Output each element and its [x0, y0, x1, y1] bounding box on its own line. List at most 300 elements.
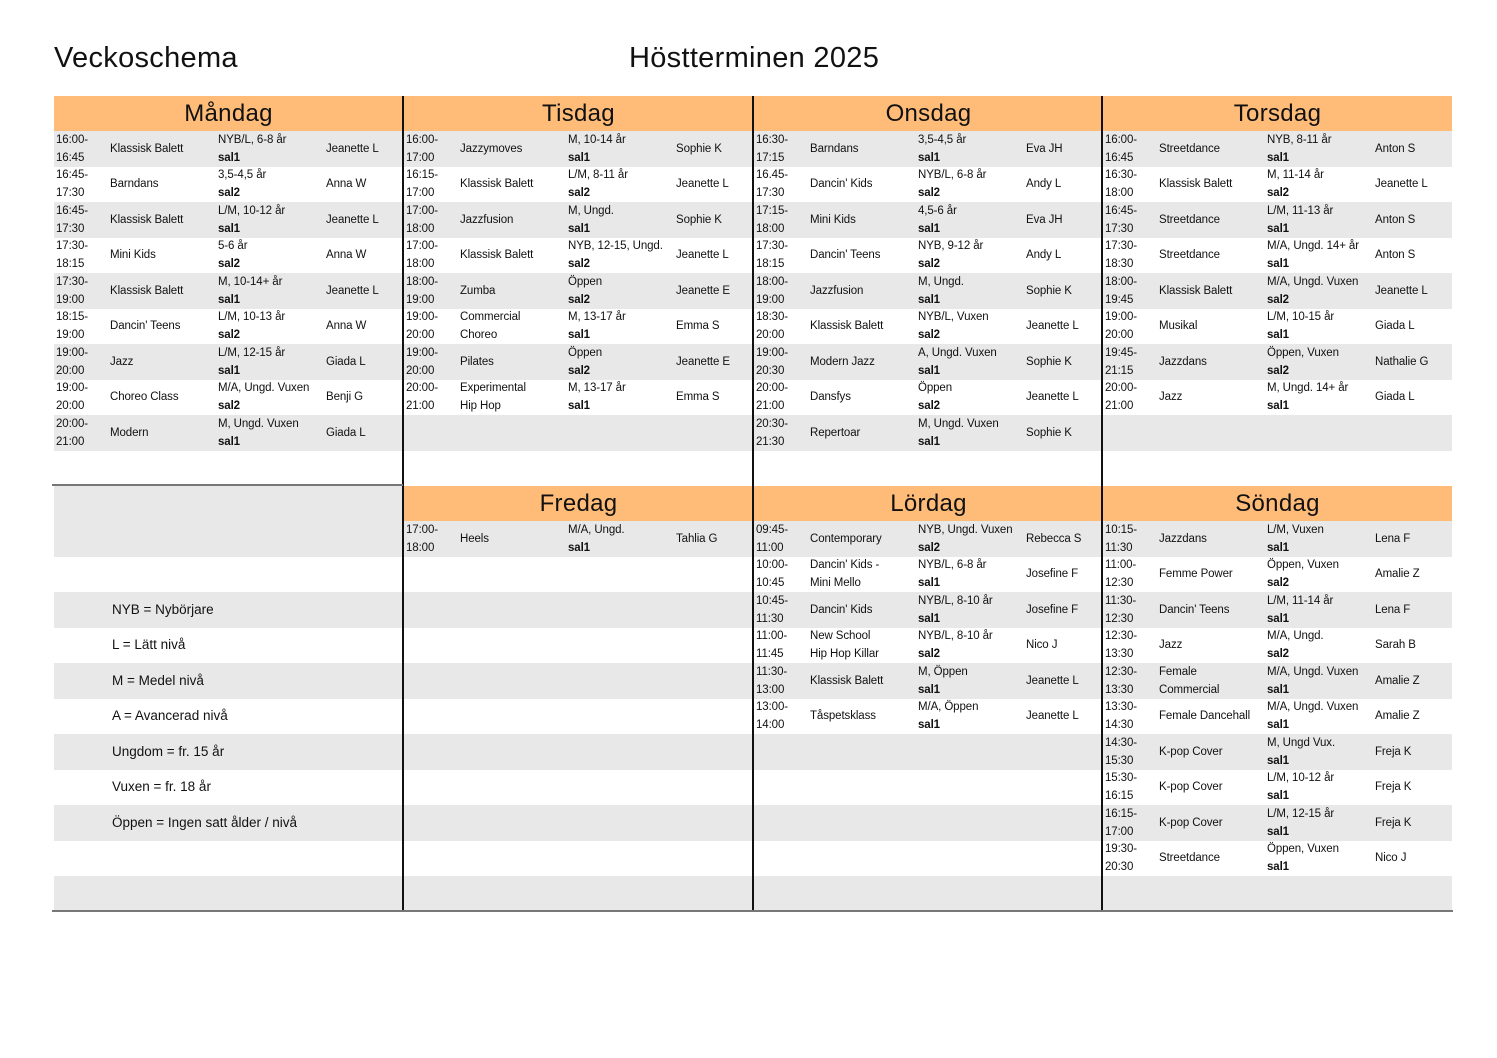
class-level-room — [1267, 805, 1375, 841]
class-room: sal1 — [918, 577, 940, 590]
class-level: Öppen, Vuxen — [1267, 843, 1339, 856]
class-teacher: Andy L — [1026, 249, 1062, 262]
day-rows-tisdag — [404, 131, 753, 486]
class-name: Pilates — [460, 355, 494, 368]
schedule-row — [54, 309, 403, 345]
class-name: Dancin' Teens — [810, 249, 881, 262]
class-time: 10:00- 10:45 — [756, 559, 789, 590]
class-level-room — [918, 379, 1026, 415]
class-level-room — [218, 308, 326, 344]
schedule-row — [404, 202, 753, 238]
class-name: Female Dancehall — [1159, 710, 1251, 723]
class-name: Dancin' Teens — [1159, 603, 1230, 616]
class-level: NYB, 12-15, Ungd. — [568, 240, 663, 253]
class-name: Heels — [460, 532, 489, 545]
class-teacher: Eva JH — [1026, 213, 1063, 226]
legend-row — [54, 557, 403, 593]
class-teacher: Giada L — [326, 426, 366, 439]
class-name: Femme Power — [1159, 568, 1233, 581]
legend-row — [54, 876, 403, 912]
class-teacher: Sophie K — [1026, 355, 1072, 368]
class-name: Dancin' Kids — [810, 603, 873, 616]
column-divider — [1101, 96, 1103, 912]
class-name: K-pop Cover — [1159, 745, 1223, 758]
class-level-room — [218, 237, 326, 273]
class-level: M, Ungd. Vuxen — [918, 417, 999, 430]
class-name: Dansfys — [810, 391, 851, 404]
schedule-row — [54, 380, 403, 416]
class-level: 3,5-4,5 år — [918, 133, 967, 146]
class-level-room — [1267, 734, 1375, 770]
class-level-room — [918, 131, 1026, 167]
class-room: sal2 — [1267, 364, 1289, 377]
class-level-room — [1267, 627, 1375, 663]
class-time: 11:30- 13:00 — [756, 665, 788, 696]
schedule-row — [404, 344, 753, 380]
legend-header-spacer — [54, 486, 403, 521]
class-room: sal1 — [218, 293, 240, 306]
class-room: sal2 — [568, 187, 590, 200]
class-level-room — [1267, 698, 1375, 734]
schedule-row — [754, 663, 1103, 699]
class-name: Jazz — [1159, 391, 1183, 404]
class-time: 20:00- 21:00 — [56, 417, 89, 448]
schedule-row — [754, 309, 1103, 345]
class-teacher: Jeanette L — [1026, 710, 1079, 723]
class-level: M/A, Ungd. Vuxen — [1267, 665, 1359, 678]
legend-item: NYB = Nybörjare — [112, 601, 214, 617]
schedule-row — [1103, 592, 1452, 628]
schedule-row — [754, 592, 1103, 628]
class-teacher: Jeanette L — [326, 213, 379, 226]
class-time: 17:00- 18:00 — [406, 240, 439, 271]
class-room: sal2 — [918, 400, 940, 413]
class-room: sal1 — [918, 683, 940, 696]
class-level-room — [1267, 769, 1375, 805]
legend-row — [54, 770, 403, 806]
class-level-room — [568, 344, 676, 380]
class-level: M, 13-17 år — [568, 311, 626, 324]
class-level-room — [218, 344, 326, 380]
class-teacher: Giada L — [1375, 320, 1415, 333]
class-level: M/A, Ungd. Vuxen — [218, 382, 310, 395]
class-level-room — [568, 521, 676, 557]
schedule-row — [404, 238, 753, 274]
class-room: sal1 — [1267, 541, 1289, 554]
class-name: K-pop Cover — [1159, 816, 1223, 829]
schedule-row — [404, 805, 753, 841]
schedule-row — [754, 238, 1103, 274]
schedule-row — [754, 557, 1103, 593]
class-level-room — [918, 202, 1026, 238]
class-level-room — [1267, 202, 1375, 238]
class-teacher: Freja K — [1375, 781, 1412, 794]
schedule-row — [404, 663, 753, 699]
class-name: Klassisk Balett — [1159, 178, 1233, 191]
schedule-row — [404, 380, 753, 416]
class-level-room — [1267, 237, 1375, 273]
class-time: 17:30- 18:15 — [756, 240, 789, 271]
class-teacher: Sarah B — [1375, 639, 1416, 652]
class-room: sal1 — [218, 364, 240, 377]
class-level: NYB/L, 8-10 år — [918, 630, 993, 643]
class-room: sal1 — [568, 329, 590, 342]
class-teacher: Anton S — [1375, 249, 1416, 262]
class-teacher: Jeanette E — [676, 355, 730, 368]
class-name: Barndans — [810, 142, 859, 155]
class-level: L/M, 11-14 år — [1267, 594, 1334, 607]
class-level: NYB, 8-11 år — [1267, 133, 1332, 146]
class-level: Öppen — [918, 382, 953, 395]
class-level-room — [1267, 166, 1375, 202]
class-level-room — [1267, 379, 1375, 415]
class-teacher: Nico J — [1026, 639, 1058, 652]
class-time: 16:45- 17:30 — [56, 204, 89, 235]
class-teacher: Jeanette L — [1375, 284, 1428, 297]
class-teacher: Jeanette L — [326, 142, 379, 155]
class-name: Klassisk Balett — [110, 213, 184, 226]
page-title: Veckoschema — [54, 42, 238, 74]
class-time: 18:00- 19:00 — [756, 275, 789, 306]
term-title: Höstterminen 2025 — [629, 42, 880, 74]
class-level: 3,5-4,5 år — [218, 169, 267, 182]
class-teacher: Nathalie G — [1375, 355, 1429, 368]
schedule-row — [54, 451, 403, 487]
class-level-room — [1267, 840, 1375, 876]
class-time: 16:00- 16:45 — [1105, 133, 1138, 164]
schedule-row — [1103, 699, 1452, 735]
schedule-row — [1103, 663, 1452, 699]
class-teacher: Jeanette L — [1026, 674, 1079, 687]
class-room: sal2 — [1267, 293, 1289, 306]
schedule-row — [754, 202, 1103, 238]
legend-row — [54, 663, 403, 699]
class-level: M, 10-14+ år — [218, 275, 283, 288]
schedule-row — [1103, 770, 1452, 806]
class-level-room — [568, 237, 676, 273]
schedule-row — [754, 273, 1103, 309]
schedule-row — [1103, 841, 1452, 877]
class-time: 17:30- 19:00 — [56, 275, 89, 306]
class-level-room — [918, 166, 1026, 202]
class-time: 16:00- 17:00 — [406, 133, 439, 164]
legend-row — [54, 805, 403, 841]
class-time: 16:15- 17:00 — [406, 169, 439, 200]
legend-item: Öppen = Ingen satt ålder / nivå — [112, 814, 297, 830]
class-level-room — [568, 166, 676, 202]
class-teacher: Giada L — [1375, 391, 1415, 404]
class-level-room — [1267, 308, 1375, 344]
schedule-row — [404, 628, 753, 664]
class-teacher: Jeanette L — [676, 178, 729, 191]
class-level-room — [1267, 131, 1375, 167]
schedule-row — [404, 415, 753, 451]
day-header-tisdag: Tisdag — [404, 96, 753, 131]
class-room: sal1 — [1267, 825, 1289, 838]
class-level-room — [918, 556, 1026, 592]
class-level: NYB, 9-12 år — [918, 240, 984, 253]
class-name: Klassisk Balett — [1159, 284, 1233, 297]
class-name: Zumba — [460, 284, 496, 297]
class-name: Commercial Choreo — [460, 311, 521, 342]
class-time: 17:30- 18:30 — [1105, 240, 1138, 271]
class-room: sal2 — [568, 293, 590, 306]
class-level: L/M, 10-13 år — [218, 311, 286, 324]
class-teacher: Jeanette L — [326, 284, 379, 297]
class-time: 16:15- 17:00 — [1105, 807, 1138, 838]
class-name: Streetdance — [1159, 249, 1220, 262]
class-level-room — [918, 237, 1026, 273]
class-level-room — [218, 415, 326, 451]
class-level: NYB/L, 6-8 år — [918, 169, 987, 182]
class-level: Öppen — [568, 275, 603, 288]
bottom-border — [52, 910, 1453, 912]
schedule-row — [54, 167, 403, 203]
schedule-row — [1103, 557, 1452, 593]
class-teacher: Emma S — [676, 391, 720, 404]
class-time: 10:45- 11:30 — [756, 594, 789, 625]
day-rows-sondag — [1103, 521, 1452, 912]
class-time: 17:00- 18:00 — [406, 523, 439, 554]
class-room: sal1 — [568, 541, 590, 554]
schedule-row — [1103, 734, 1452, 770]
class-teacher: Josefine F — [1026, 568, 1079, 581]
schedule-row — [754, 380, 1103, 416]
class-room: sal2 — [918, 329, 940, 342]
schedule-row — [754, 131, 1103, 167]
class-room: sal2 — [218, 329, 240, 342]
class-time: 20:00- 21:00 — [406, 382, 439, 413]
class-level-room — [218, 131, 326, 167]
class-time: 18:30- 20:00 — [756, 311, 789, 342]
class-teacher: Anna W — [326, 320, 367, 333]
class-room: sal1 — [1267, 222, 1289, 235]
class-name: Klassisk Balett — [810, 674, 884, 687]
class-level: 4,5-6 år — [918, 204, 957, 217]
schedule-row — [1103, 628, 1452, 664]
class-teacher: Amalie Z — [1375, 710, 1420, 723]
class-name: Mini Kids — [110, 249, 156, 262]
class-level-room — [568, 273, 676, 309]
class-teacher: Jeanette E — [676, 284, 730, 297]
class-teacher: Lena F — [1375, 532, 1411, 545]
class-time: 17:15- 18:00 — [756, 204, 789, 235]
legend-item: L = Lätt nivå — [112, 637, 186, 653]
schedule-row — [404, 841, 753, 877]
schedule-row — [1103, 380, 1452, 416]
class-time: 19:30- 20:30 — [1105, 843, 1138, 874]
class-level: NYB/L, 6-8 år — [218, 133, 287, 146]
schedule-row — [1103, 167, 1452, 203]
class-name: Barndans — [110, 178, 159, 191]
class-level: Öppen — [568, 346, 603, 359]
day-column-fredag — [404, 486, 753, 912]
column-divider — [402, 96, 404, 912]
day-column-lordag — [754, 486, 1103, 912]
class-level: NYB/L, 8-10 år — [918, 594, 993, 607]
day-header-torsdag: Torsdag — [1103, 96, 1452, 131]
class-room: sal1 — [218, 222, 240, 235]
class-room: sal1 — [918, 435, 940, 448]
class-name: Streetdance — [1159, 852, 1220, 865]
class-name: Choreo Class — [110, 391, 179, 404]
class-time: 19:00- 20:30 — [756, 346, 789, 377]
class-level-room — [1267, 344, 1375, 380]
class-teacher: Giada L — [326, 355, 366, 368]
day-header-fredag: Fredag — [404, 486, 753, 521]
legend-row — [54, 521, 403, 557]
class-room: sal1 — [1267, 754, 1289, 767]
class-room: sal2 — [918, 541, 940, 554]
class-name: K-pop Cover — [1159, 781, 1223, 794]
class-level: 5-6 år — [218, 240, 248, 253]
class-name: New School Hip Hop Killar — [810, 630, 879, 661]
class-level: L/M, 10-12 år — [1267, 772, 1335, 785]
schedule-row — [1103, 876, 1452, 912]
class-time: 18:15- 19:00 — [56, 311, 89, 342]
class-level: M/A, Ungd. — [1267, 630, 1324, 643]
class-name: Klassisk Balett — [460, 178, 534, 191]
schedule-row — [54, 202, 403, 238]
legend-row — [54, 592, 403, 628]
class-time: 17:00- 18:00 — [406, 204, 439, 235]
class-time: 20:30- 21:30 — [756, 417, 789, 448]
schedule-row — [1103, 415, 1452, 451]
class-level-room — [218, 202, 326, 238]
schedule-row — [404, 557, 753, 593]
schedule-row — [1103, 309, 1452, 345]
class-level: M, 10-14 år — [568, 133, 626, 146]
class-teacher: Eva JH — [1026, 142, 1063, 155]
class-teacher: Sophie K — [676, 142, 722, 155]
class-teacher: Andy L — [1026, 178, 1062, 191]
class-level: Öppen, Vuxen — [1267, 559, 1339, 572]
class-time: 14:30- 15:30 — [1105, 736, 1138, 767]
class-level-room — [918, 308, 1026, 344]
schedule-row — [404, 592, 753, 628]
class-time: 19:00- 20:00 — [56, 346, 89, 377]
class-level: NYB/L, Vuxen — [918, 311, 989, 324]
class-level-room — [568, 379, 676, 415]
class-room: sal1 — [918, 222, 940, 235]
class-time: 19:45- 21:15 — [1105, 346, 1138, 377]
class-teacher: Anna W — [326, 178, 367, 191]
class-level: M, Öppen — [918, 665, 968, 678]
class-room: sal1 — [1267, 329, 1289, 342]
class-room: sal1 — [918, 293, 940, 306]
class-name: Jazzfusion — [810, 284, 864, 297]
class-time: 19:00- 20:00 — [406, 311, 439, 342]
class-room: sal2 — [918, 187, 940, 200]
class-level: M, Ungd. — [568, 204, 614, 217]
class-room: sal1 — [1267, 612, 1289, 625]
day-rows-fredag — [404, 521, 753, 912]
day-header-lordag: Lördag — [754, 486, 1103, 521]
legend-item: M = Medel nivå — [112, 672, 204, 688]
class-name: Klassisk Balett — [110, 142, 184, 155]
schedule-row — [404, 876, 753, 912]
day-header-mandag: Måndag — [54, 96, 403, 131]
class-name: Repertoar — [810, 426, 861, 439]
class-room: sal2 — [918, 648, 940, 661]
class-room: sal1 — [1267, 258, 1289, 271]
legend-row — [54, 699, 403, 735]
class-teacher: Sophie K — [1026, 426, 1072, 439]
legend-row — [54, 841, 403, 877]
class-teacher: Lena F — [1375, 603, 1411, 616]
class-time: 18:00- 19:45 — [1105, 275, 1138, 306]
class-time: 09:45- 11:00 — [756, 523, 789, 554]
class-level: M/A, Ungd. Vuxen — [1267, 275, 1359, 288]
legend-item: Vuxen = fr. 18 år — [112, 779, 211, 795]
class-room: sal1 — [918, 364, 940, 377]
schedule-row — [404, 521, 753, 557]
schedule-row — [404, 734, 753, 770]
class-name: Jazz — [1159, 639, 1183, 652]
class-level: M, Ungd. Vuxen — [218, 417, 299, 430]
class-room: sal1 — [918, 612, 940, 625]
class-name: Klassisk Balett — [110, 284, 184, 297]
class-name: Contemporary — [810, 532, 882, 545]
class-room: sal1 — [568, 151, 590, 164]
class-teacher: Rebecca S — [1026, 532, 1082, 545]
class-teacher: Sophie K — [676, 213, 722, 226]
legend-list — [54, 521, 403, 912]
day-rows-onsdag — [754, 131, 1103, 486]
class-time: 16:30- 18:00 — [1105, 169, 1138, 200]
class-name: Klassisk Balett — [460, 249, 534, 262]
schedule-row — [1103, 202, 1452, 238]
schedule-row — [754, 770, 1103, 806]
class-name: Mini Kids — [810, 213, 856, 226]
schedule-row — [754, 167, 1103, 203]
class-level-room — [918, 663, 1026, 699]
class-time: 11:00- 12:30 — [1105, 559, 1137, 590]
schedule-row — [754, 451, 1103, 487]
class-teacher: Anton S — [1375, 142, 1416, 155]
class-time: 11:30- 12:30 — [1105, 594, 1137, 625]
class-room: sal2 — [1267, 648, 1289, 661]
class-level: M/A, Ungd. — [568, 523, 625, 536]
class-room: sal1 — [1267, 683, 1289, 696]
class-room: sal1 — [1267, 861, 1289, 874]
class-level: M/A, Ungd. 14+ år — [1267, 240, 1359, 253]
class-room: sal1 — [568, 400, 590, 413]
class-time: 19:00- 20:00 — [56, 382, 89, 413]
day-column-sondag — [1103, 486, 1452, 912]
class-room: sal2 — [568, 258, 590, 271]
class-level: M, Ungd. 14+ år — [1267, 382, 1349, 395]
class-room: sal2 — [218, 258, 240, 271]
class-level-room — [1267, 663, 1375, 699]
schedule-row — [754, 876, 1103, 912]
class-name: Klassisk Balett — [810, 320, 884, 333]
day-header-sondag: Söndag — [1103, 486, 1452, 521]
class-level-room — [918, 521, 1026, 557]
class-teacher: Freja K — [1375, 745, 1412, 758]
class-room: sal2 — [218, 400, 240, 413]
day-column-tisdag — [404, 96, 753, 486]
class-room: sal1 — [1267, 719, 1289, 732]
class-name: Jazzymoves — [460, 142, 523, 155]
class-time: 12:30- 13:30 — [1105, 630, 1138, 661]
legend-panel — [54, 486, 403, 912]
class-level-room — [218, 379, 326, 415]
class-level-room — [918, 627, 1026, 663]
class-name: Dancin' Kids — [810, 178, 873, 191]
legend-item: A = Avancerad nivå — [112, 708, 228, 724]
class-name: Dancin' Teens — [110, 320, 181, 333]
